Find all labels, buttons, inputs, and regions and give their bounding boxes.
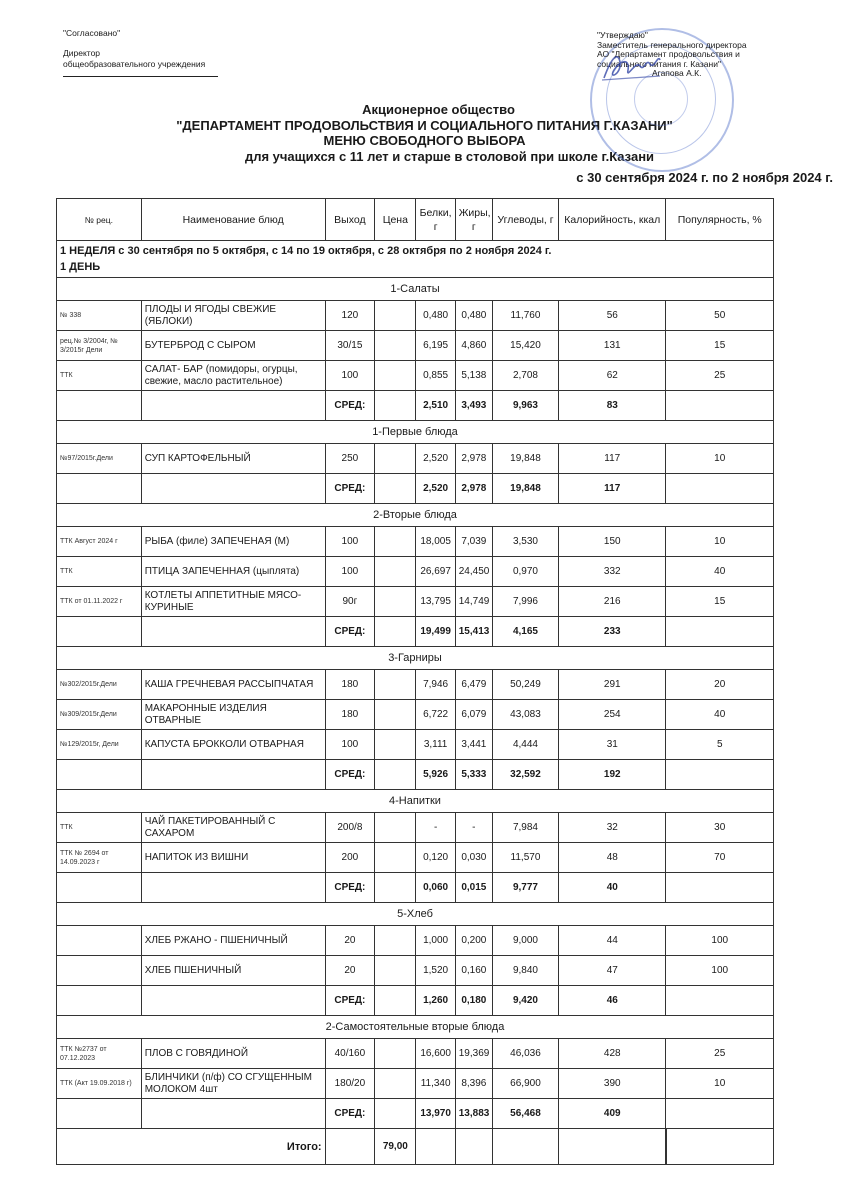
empty-cell [416, 1129, 455, 1165]
average-label: СРЕД: [325, 474, 375, 504]
average-kcal: 192 [559, 760, 666, 790]
carbs-cell: 66,900 [492, 1069, 558, 1099]
approver-position-1: Заместитель генерального директора [597, 39, 747, 50]
total-row [57, 1129, 774, 1165]
average-fat: 3,493 [455, 391, 492, 421]
title-line-2: "ДЕПАРТАМЕНТ ПРОДОВОЛЬСТВИЯ И СОЦИАЛЬНОГО ПИТАНИЯ Г.КАЗАНИ" [176, 117, 673, 133]
category-row [57, 790, 774, 813]
dish-name: САЛАТ- БАР (помидоры, огурцы, свежие, масло растительное) [141, 361, 325, 391]
fat-cell: 2,978 [455, 444, 492, 474]
col-header-output: Выход [325, 199, 375, 241]
recipe-code: №309/2015г.Дели [57, 700, 142, 730]
recipe-code: ТТК № 2694 от 14.09.2023 г [57, 843, 142, 873]
table-row [57, 813, 774, 843]
fat-cell: 24,450 [455, 557, 492, 587]
protein-cell: 2,520 [416, 444, 455, 474]
empty-cell [375, 873, 416, 903]
price-cell [375, 730, 416, 760]
price-cell [375, 587, 416, 617]
average-fat: 2,978 [455, 474, 492, 504]
category-row [57, 421, 774, 444]
recipe-code: ТТК Август 2024 г [57, 527, 142, 557]
carbs-cell: 7,996 [492, 587, 558, 617]
popularity-cell: 20 [666, 670, 774, 700]
recipe-code: ТТК от 01.11.2022 г [57, 587, 142, 617]
empty-cell [141, 1099, 325, 1129]
price-cell [375, 444, 416, 474]
output-cell: 100 [325, 527, 375, 557]
average-row [57, 474, 774, 504]
table-row [57, 587, 774, 617]
average-carbs: 19,848 [492, 474, 558, 504]
carbs-cell: 43,083 [492, 700, 558, 730]
average-carbs: 56,468 [492, 1099, 558, 1129]
dish-name: БУТЕРБРОД С СЫРОМ [141, 331, 325, 361]
table-row [57, 1039, 774, 1069]
carbs-cell: 3,530 [492, 527, 558, 557]
recipe-code: №129/2015г, Дели [57, 730, 142, 760]
dish-name: МАКАРОННЫЕ ИЗДЕЛИЯ ОТВАРНЫЕ [141, 700, 325, 730]
empty-cell [375, 617, 416, 647]
empty-cell [141, 986, 325, 1016]
average-fat: 5,333 [455, 760, 492, 790]
price-cell [375, 1039, 416, 1069]
category-title: 1-Салаты [57, 278, 774, 301]
popularity-cell: 25 [666, 1039, 774, 1069]
fat-cell: 0,030 [455, 843, 492, 873]
price-cell [375, 1069, 416, 1099]
protein-cell: 16,600 [416, 1039, 455, 1069]
category-row [57, 903, 774, 926]
empty-cell [666, 391, 774, 421]
output-cell: 30/15 [325, 331, 375, 361]
average-label: СРЕД: [325, 986, 375, 1016]
signature-icon [600, 50, 662, 84]
carbs-cell: 2,708 [492, 361, 558, 391]
carbs-cell: 46,036 [492, 1039, 558, 1069]
dish-name: КОТЛЕТЫ АППЕТИТНЫЕ МЯСО-КУРИНЫЕ [141, 587, 325, 617]
kcal-cell: 216 [559, 587, 666, 617]
empty-cell [141, 760, 325, 790]
empty-cell [666, 474, 774, 504]
empty-cell [57, 1099, 142, 1129]
price-cell [375, 926, 416, 956]
price-cell [375, 557, 416, 587]
week-row [57, 241, 774, 278]
title-line-1: Акционерное общество [362, 102, 515, 117]
popularity-cell: 30 [666, 813, 774, 843]
recipe-code: ТТК [57, 813, 142, 843]
empty-cell [57, 873, 142, 903]
average-fat: 15,413 [455, 617, 492, 647]
table-row [57, 557, 774, 587]
dish-name: ХЛЕБ ПШЕНИЧНЫЙ [141, 956, 325, 986]
director-position: Директор [63, 48, 101, 58]
popularity-cell: 40 [666, 700, 774, 730]
output-cell: 120 [325, 301, 375, 331]
week-cell [57, 241, 774, 278]
popularity-cell: 100 [666, 926, 774, 956]
price-cell [375, 527, 416, 557]
average-kcal: 83 [559, 391, 666, 421]
fat-cell: 5,138 [455, 361, 492, 391]
table-row [57, 444, 774, 474]
average-carbs: 9,777 [492, 873, 558, 903]
recipe-code [57, 956, 142, 986]
average-row [57, 986, 774, 1016]
average-protein: 1,260 [416, 986, 455, 1016]
empty-cell [325, 1129, 375, 1165]
popularity-cell: 40 [666, 557, 774, 587]
kcal-cell: 44 [559, 926, 666, 956]
average-fat: 13,883 [455, 1099, 492, 1129]
kcal-cell: 56 [559, 301, 666, 331]
output-cell: 180 [325, 670, 375, 700]
carbs-cell: 9,000 [492, 926, 558, 956]
dish-name: ПЛОДЫ И ЯГОДЫ СВЕЖИЕ (ЯБЛОКИ) [141, 301, 325, 331]
col-header-code: № рец. [57, 199, 142, 241]
fat-cell: 6,079 [455, 700, 492, 730]
recipe-code: ТТК №2737 от 07.12.2023 [57, 1039, 142, 1069]
approver-position-3: социального питания г. Казани" [597, 58, 721, 69]
carbs-cell: 0,970 [492, 557, 558, 587]
fat-cell: 0,480 [455, 301, 492, 331]
fat-cell: 7,039 [455, 527, 492, 557]
average-label: СРЕД: [325, 617, 375, 647]
kcal-cell: 131 [559, 331, 666, 361]
recipe-code: №97/2015г.Дели [57, 444, 142, 474]
approver-name: Агапова А.К. [652, 68, 702, 78]
carbs-cell: 15,420 [492, 331, 558, 361]
recipe-code: рец.№ 3/2004г, № 3/2015г Дели [57, 331, 142, 361]
carbs-cell: 11,760 [492, 301, 558, 331]
average-protein: 2,520 [416, 474, 455, 504]
price-cell [375, 331, 416, 361]
recipe-code [57, 926, 142, 956]
dish-name: ХЛЕБ РЖАНО - ПШЕНИЧНЫЙ [141, 926, 325, 956]
carbs-cell: 11,570 [492, 843, 558, 873]
table-row [57, 1069, 774, 1099]
dish-name: КАША ГРЕЧНЕВАЯ РАССЫПЧАТАЯ [141, 670, 325, 700]
empty-cell [666, 873, 774, 903]
col-header-price: Цена [375, 199, 416, 241]
empty-cell [141, 474, 325, 504]
popularity-cell: 50 [666, 301, 774, 331]
empty-cell [141, 391, 325, 421]
average-kcal: 233 [559, 617, 666, 647]
price-cell [375, 301, 416, 331]
carbs-cell: 7,984 [492, 813, 558, 843]
output-cell: 180/20 [325, 1069, 375, 1099]
approver-position-2: АО "Департамент продовольствия и [597, 49, 740, 59]
agreed-block [63, 28, 218, 77]
protein-cell: - [416, 813, 455, 843]
empty-cell [141, 873, 325, 903]
average-protein: 5,926 [416, 760, 455, 790]
empty-cell [375, 1099, 416, 1129]
protein-cell: 1,000 [416, 926, 455, 956]
category-title: 4-Напитки [57, 790, 774, 813]
average-label: СРЕД: [325, 760, 375, 790]
price-cell [375, 700, 416, 730]
average-protein: 13,970 [416, 1099, 455, 1129]
dish-name: БЛИНЧИКИ (п/ф) СО СГУЩЕННЫМ МОЛОКОМ 4шт [141, 1069, 325, 1099]
output-cell: 100 [325, 361, 375, 391]
carbs-cell: 50,249 [492, 670, 558, 700]
category-title: 2-Вторые блюда [57, 504, 774, 527]
protein-cell: 18,005 [416, 527, 455, 557]
empty-cell [57, 391, 142, 421]
day-label: 1 ДЕНЬ [60, 261, 101, 273]
kcal-cell: 117 [559, 444, 666, 474]
protein-cell: 0,480 [416, 301, 455, 331]
popularity-cell: 15 [666, 331, 774, 361]
table-row [57, 361, 774, 391]
col-header-kcal: Калорийность, ккал [559, 199, 666, 241]
output-cell: 20 [325, 956, 375, 986]
protein-cell: 6,722 [416, 700, 455, 730]
empty-cell [57, 617, 142, 647]
dish-name: ПТИЦА ЗАПЕЧЕННАЯ (цыплята) [141, 557, 325, 587]
col-header-name: Наименование блюд [141, 199, 325, 241]
output-cell: 250 [325, 444, 375, 474]
average-kcal: 117 [559, 474, 666, 504]
fat-cell: 3,441 [455, 730, 492, 760]
table-row [57, 730, 774, 760]
output-cell: 20 [325, 926, 375, 956]
popularity-cell: 70 [666, 843, 774, 873]
fat-cell: 0,160 [455, 956, 492, 986]
output-cell: 100 [325, 557, 375, 587]
fat-cell: 4,860 [455, 331, 492, 361]
average-row [57, 617, 774, 647]
average-protein: 2,510 [416, 391, 455, 421]
price-cell [375, 361, 416, 391]
table-row [57, 843, 774, 873]
kcal-cell: 32 [559, 813, 666, 843]
output-cell: 200/8 [325, 813, 375, 843]
category-title: 5-Хлеб [57, 903, 774, 926]
carbs-cell: 4,444 [492, 730, 558, 760]
protein-cell: 7,946 [416, 670, 455, 700]
category-title: 1-Первые блюда [57, 421, 774, 444]
average-kcal: 409 [559, 1099, 666, 1129]
empty-cell [455, 1129, 492, 1165]
protein-cell: 0,120 [416, 843, 455, 873]
recipe-code: ТТК (Акт 19.09.2018 г) [57, 1069, 142, 1099]
title-line-4: для учащихся с 11 лет и старше в столовой при школе г.Казани [244, 148, 655, 164]
recipe-code: № 338 [57, 301, 142, 331]
empty-cell [375, 760, 416, 790]
average-label: СРЕД: [325, 1099, 375, 1129]
fat-cell: 0,200 [455, 926, 492, 956]
dish-name: КАПУСТА БРОККОЛИ ОТВАРНАЯ [141, 730, 325, 760]
col-header-popularity: Популярность, % [666, 199, 774, 241]
category-title: 3-Гарниры [57, 647, 774, 670]
fat-cell: 8,396 [455, 1069, 492, 1099]
popularity-cell: 100 [666, 956, 774, 986]
protein-cell: 3,111 [416, 730, 455, 760]
kcal-cell: 254 [559, 700, 666, 730]
kcal-cell: 150 [559, 527, 666, 557]
agreed-label: "Согласовано" [63, 28, 121, 38]
average-row [57, 760, 774, 790]
carbs-cell: 9,840 [492, 956, 558, 986]
fat-cell: 6,479 [455, 670, 492, 700]
fat-cell: 19,369 [455, 1039, 492, 1069]
protein-cell: 13,795 [416, 587, 455, 617]
price-cell [375, 813, 416, 843]
dish-name: ЧАЙ ПАКЕТИРОВАННЫЙ С САХАРОМ [141, 813, 325, 843]
carbs-cell: 19,848 [492, 444, 558, 474]
popularity-cell: 10 [666, 444, 774, 474]
kcal-cell: 291 [559, 670, 666, 700]
empty-cell [666, 986, 774, 1016]
category-row [57, 1016, 774, 1039]
table-row [57, 331, 774, 361]
popularity-cell: 25 [666, 361, 774, 391]
empty-cell [375, 474, 416, 504]
total-label: Итого: [57, 1129, 326, 1165]
approved-label: "Утверждаю" [597, 30, 648, 40]
kcal-cell: 332 [559, 557, 666, 587]
table-row [57, 670, 774, 700]
category-row [57, 647, 774, 670]
kcal-cell: 31 [559, 730, 666, 760]
recipe-code: №302/2015г.Дели [57, 670, 142, 700]
empty-cell [375, 391, 416, 421]
price-cell [375, 670, 416, 700]
empty-cell [57, 474, 142, 504]
protein-cell: 6,195 [416, 331, 455, 361]
average-carbs: 32,592 [492, 760, 558, 790]
popularity-cell: 10 [666, 527, 774, 557]
protein-cell: 0,855 [416, 361, 455, 391]
recipe-code: ТТК [57, 557, 142, 587]
average-row [57, 391, 774, 421]
kcal-cell: 62 [559, 361, 666, 391]
popularity-cell: 10 [666, 1069, 774, 1099]
recipe-code: ТТК [57, 361, 142, 391]
fat-cell: 14,749 [455, 587, 492, 617]
output-cell: 90г [325, 587, 375, 617]
dish-name: ПЛОВ С ГОВЯДИНОЙ [141, 1039, 325, 1069]
week-label: 1 НЕДЕЛЯ с 30 сентября по 5 октября, с 14 по 19 октября, с 28 октября по 2 ноября 2024 г. [60, 245, 552, 257]
kcal-cell: 390 [559, 1069, 666, 1099]
dish-name: СУП КАРТОФЕЛЬНЫЙ [141, 444, 325, 474]
output-cell: 180 [325, 700, 375, 730]
average-row [57, 1099, 774, 1129]
average-carbs: 4,165 [492, 617, 558, 647]
protein-cell: 26,697 [416, 557, 455, 587]
category-row [57, 504, 774, 527]
average-fat: 0,180 [455, 986, 492, 1016]
kcal-cell: 48 [559, 843, 666, 873]
total-price: 79,00 [375, 1129, 416, 1165]
popularity-cell: 15 [666, 587, 774, 617]
output-cell: 40/160 [325, 1039, 375, 1069]
average-protein: 0,060 [416, 873, 455, 903]
protein-cell: 1,520 [416, 956, 455, 986]
table-row [57, 926, 774, 956]
table-row [57, 301, 774, 331]
output-cell: 200 [325, 843, 375, 873]
average-label: СРЕД: [325, 391, 375, 421]
empty-cell [141, 617, 325, 647]
empty-cell [666, 617, 774, 647]
average-kcal: 40 [559, 873, 666, 903]
kcal-cell: 428 [559, 1039, 666, 1069]
average-protein: 19,499 [416, 617, 455, 647]
average-fat: 0,015 [455, 873, 492, 903]
fat-cell: - [455, 813, 492, 843]
empty-cell [375, 986, 416, 1016]
average-carbs: 9,420 [492, 986, 558, 1016]
title-line-3: МЕНЮ СВОБОДНОГО ВЫБОРА [323, 133, 526, 148]
table-header-row [57, 199, 774, 241]
empty-cell [57, 986, 142, 1016]
price-cell [375, 843, 416, 873]
empty-cell [492, 1129, 558, 1165]
category-row [57, 278, 774, 301]
protein-cell: 11,340 [416, 1069, 455, 1099]
table-row [57, 527, 774, 557]
kcal-cell: 47 [559, 956, 666, 986]
average-label: СРЕД: [325, 873, 375, 903]
empty-cell [666, 1129, 774, 1165]
date-range: с 30 сентября 2024 г. по 2 ноября 2024 г. [576, 170, 833, 185]
empty-cell [666, 760, 774, 790]
average-kcal: 46 [559, 986, 666, 1016]
institution-label: общеобразовательного учреждения [63, 59, 206, 69]
price-cell [375, 956, 416, 986]
dish-name: НАПИТОК ИЗ ВИШНИ [141, 843, 325, 873]
empty-cell [666, 1099, 774, 1129]
table-row [57, 956, 774, 986]
menu-table [56, 198, 774, 1165]
output-cell: 100 [325, 730, 375, 760]
col-header-carbs: Углеводы, г [492, 199, 558, 241]
category-title: 2-Самостоятельные вторые блюда [57, 1016, 774, 1039]
signature-line [63, 76, 218, 77]
empty-cell [57, 760, 142, 790]
table-row [57, 700, 774, 730]
col-header-protein: Белки, г [416, 199, 455, 241]
dish-name: РЫБА (филе) ЗАПЕЧЕНАЯ (М) [141, 527, 325, 557]
average-carbs: 9,963 [492, 391, 558, 421]
col-header-fat: Жиры, г [455, 199, 492, 241]
empty-cell [559, 1129, 666, 1165]
popularity-cell: 5 [666, 730, 774, 760]
average-row [57, 873, 774, 903]
